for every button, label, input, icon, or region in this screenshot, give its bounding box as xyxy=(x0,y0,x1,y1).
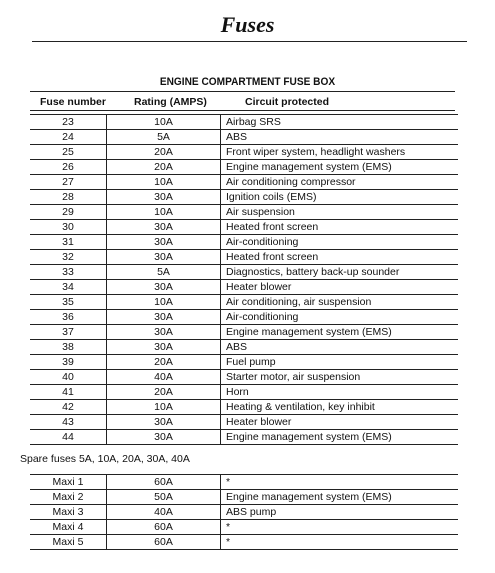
fuse-circuit-cell: Horn xyxy=(221,385,459,400)
fuse-row xyxy=(30,370,458,385)
fuse-circuit-cell: ABS xyxy=(221,130,459,145)
fuse-row xyxy=(30,130,458,145)
fuse-rating-cell: 30A xyxy=(107,220,221,235)
fuse-number-cell: 28 xyxy=(30,190,107,205)
fuse-rating-cell: 30A xyxy=(107,235,221,250)
fuse-number-cell: 25 xyxy=(30,145,107,160)
fuse-circuit-cell: * xyxy=(221,535,459,550)
fuse-circuit-cell: Heater blower xyxy=(221,415,459,430)
fuse-row xyxy=(30,265,458,280)
fuse-number-cell: 23 xyxy=(30,115,107,130)
fuse-row xyxy=(30,190,458,205)
fuse-number-cell: 37 xyxy=(30,325,107,340)
fuse-rating-cell: 60A xyxy=(107,535,221,550)
fuse-number-cell: 39 xyxy=(30,355,107,370)
fuse-row xyxy=(30,340,458,355)
fuse-number-cell: 30 xyxy=(30,220,107,235)
fuse-number-cell: Maxi 3 xyxy=(30,505,107,520)
fuse-rating-cell: 20A xyxy=(107,355,221,370)
fuse-rating-cell: 60A xyxy=(107,520,221,535)
fuse-row xyxy=(30,280,458,295)
fuse-row xyxy=(30,220,458,235)
fuse-rating-cell: 20A xyxy=(107,160,221,175)
fuse-number-cell: 36 xyxy=(30,310,107,325)
column-header-fuse-number: Fuse number xyxy=(40,96,106,108)
fuse-number-cell: 34 xyxy=(30,280,107,295)
fuse-rating-cell: 10A xyxy=(107,175,221,190)
fuse-rating-cell: 30A xyxy=(107,430,221,445)
fuse-rating-cell: 30A xyxy=(107,190,221,205)
fuse-rating-cell: 10A xyxy=(107,400,221,415)
fuse-row xyxy=(30,175,458,190)
fuse-rating-cell: 10A xyxy=(107,115,221,130)
fuse-row xyxy=(30,235,458,250)
fuse-number-cell: 32 xyxy=(30,250,107,265)
column-header-circuit: Circuit protected xyxy=(245,96,330,108)
fuse-number-cell: 31 xyxy=(30,235,107,250)
fuse-circuit-cell: Heater blower xyxy=(221,280,459,295)
fuse-circuit-cell: Airbag SRS xyxy=(221,115,459,130)
maxi-fuse-row xyxy=(30,535,458,550)
fuse-rating-cell: 5A xyxy=(107,265,221,280)
fuse-circuit-cell: ABS pump xyxy=(221,505,459,520)
fuse-circuit-cell: ABS xyxy=(221,340,459,355)
fuse-rating-cell: 30A xyxy=(107,340,221,355)
fuse-circuit-cell: Heated front screen xyxy=(221,220,459,235)
fuse-rating-cell: 30A xyxy=(107,415,221,430)
fuse-number-cell: 42 xyxy=(30,400,107,415)
fuse-circuit-cell: * xyxy=(221,520,459,535)
fuse-number-cell: 24 xyxy=(30,130,107,145)
spare-fuses-note: Spare fuses 5A, 10A, 20A, 30A, 40A xyxy=(20,453,190,465)
section-title: ENGINE COMPARTMENT FUSE BOX xyxy=(159,76,336,88)
fuse-row xyxy=(30,355,458,370)
fuse-row xyxy=(30,250,458,265)
fuse-row xyxy=(30,160,458,175)
engine-fuse-table xyxy=(30,114,458,445)
fuse-circuit-cell: Diagnostics, battery back-up sounder xyxy=(221,265,459,280)
fuse-circuit-cell: Air-conditioning xyxy=(221,310,459,325)
fuse-number-cell: Maxi 2 xyxy=(30,490,107,505)
fuse-rating-cell: 50A xyxy=(107,490,221,505)
fuse-row xyxy=(30,385,458,400)
fuse-circuit-cell: Air conditioning compressor xyxy=(221,175,459,190)
fuse-rating-cell: 30A xyxy=(107,310,221,325)
fuse-circuit-cell: Air-conditioning xyxy=(221,235,459,250)
fuse-rating-cell: 10A xyxy=(107,295,221,310)
fuse-rating-cell: 60A xyxy=(107,475,221,490)
fuse-rating-cell: 10A xyxy=(107,205,221,220)
fuse-number-cell: Maxi 5 xyxy=(30,535,107,550)
fuse-circuit-cell: Engine management system (EMS) xyxy=(221,490,459,505)
fuse-circuit-cell: Starter motor, air suspension xyxy=(221,370,459,385)
fuse-rating-cell: 20A xyxy=(107,385,221,400)
fuse-number-cell: Maxi 4 xyxy=(30,520,107,535)
fuse-number-cell: 40 xyxy=(30,370,107,385)
fuse-rating-cell: 30A xyxy=(107,280,221,295)
fuse-rating-cell: 30A xyxy=(107,250,221,265)
fuse-number-cell: 29 xyxy=(30,205,107,220)
fuse-number-cell: 44 xyxy=(30,430,107,445)
fuse-number-cell: 43 xyxy=(30,415,107,430)
fuse-rating-cell: 40A xyxy=(107,505,221,520)
fuse-number-cell: Maxi 1 xyxy=(30,475,107,490)
fuse-row xyxy=(30,145,458,160)
fuse-circuit-cell: Ignition coils (EMS) xyxy=(221,190,459,205)
fuse-row xyxy=(30,310,458,325)
fuse-circuit-cell: Engine management system (EMS) xyxy=(221,430,459,445)
fuse-number-cell: 27 xyxy=(30,175,107,190)
fuse-number-cell: 38 xyxy=(30,340,107,355)
column-header-rating: Rating (AMPS) xyxy=(134,96,207,108)
page-title: Fuses xyxy=(220,12,275,37)
fuse-row xyxy=(30,415,458,430)
fuse-circuit-cell: Heated front screen xyxy=(221,250,459,265)
fuse-circuit-cell: Front wiper system, headlight washers xyxy=(221,145,459,160)
fuse-row xyxy=(30,205,458,220)
fuse-row xyxy=(30,115,458,130)
fuse-circuit-cell: Air suspension xyxy=(221,205,459,220)
fuse-circuit-cell: Engine management system (EMS) xyxy=(221,325,459,340)
fuse-rating-cell: 30A xyxy=(107,325,221,340)
maxi-fuse-row xyxy=(30,520,458,535)
fuse-number-cell: 33 xyxy=(30,265,107,280)
fuse-number-cell: 26 xyxy=(30,160,107,175)
fuse-circuit-cell: * xyxy=(221,475,459,490)
title-rule xyxy=(32,41,467,42)
fuse-circuit-cell: Fuel pump xyxy=(221,355,459,370)
maxi-fuse-row xyxy=(30,505,458,520)
fuse-number-cell: 35 xyxy=(30,295,107,310)
fuse-row xyxy=(30,325,458,340)
fuse-rating-cell: 5A xyxy=(107,130,221,145)
maxi-fuse-row xyxy=(30,475,458,490)
fuse-rating-cell: 20A xyxy=(107,145,221,160)
header-rule xyxy=(30,91,455,92)
fuse-number-cell: 41 xyxy=(30,385,107,400)
fuse-row xyxy=(30,400,458,415)
maxi-fuse-table xyxy=(30,474,458,550)
fuse-row xyxy=(30,430,458,445)
column-headers xyxy=(30,94,455,111)
fuse-circuit-cell: Engine management system (EMS) xyxy=(221,160,459,175)
maxi-fuse-row xyxy=(30,490,458,505)
fuse-circuit-cell: Heating & ventilation, key inhibit xyxy=(221,400,459,415)
fuse-rating-cell: 40A xyxy=(107,370,221,385)
fuse-circuit-cell: Air conditioning, air suspension xyxy=(221,295,459,310)
fuse-row xyxy=(30,295,458,310)
